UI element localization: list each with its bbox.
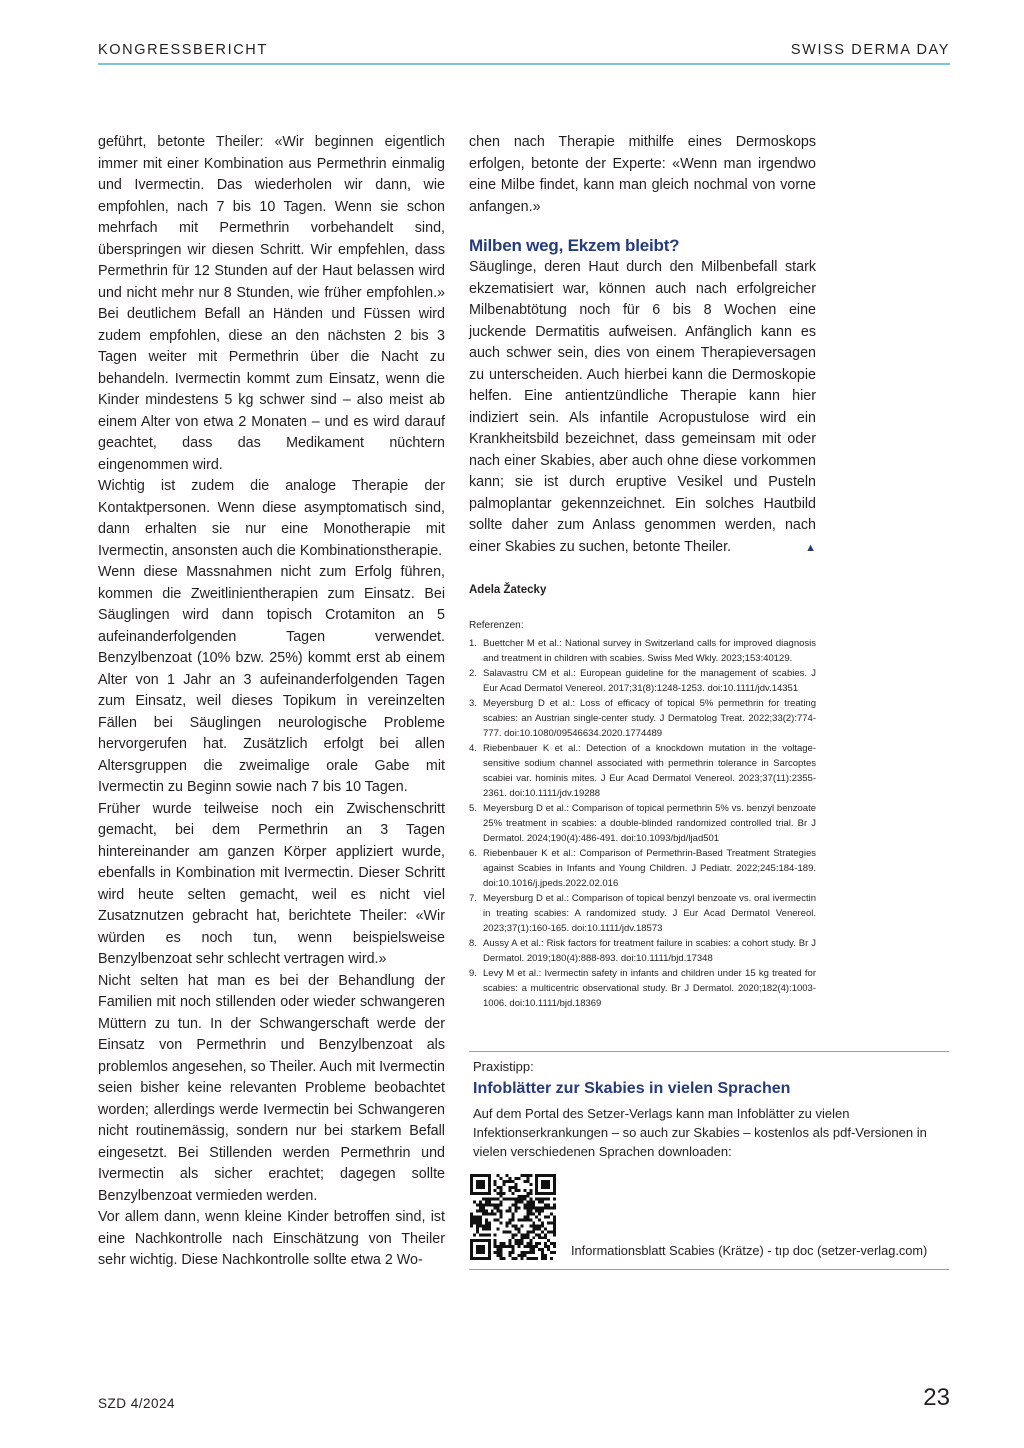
running-header-section: KONGRESSBERICHT — [98, 42, 268, 58]
tip-bottom-divider — [469, 1269, 949, 1270]
issue-label: SZD 4/2024 — [98, 1396, 176, 1411]
author-name: Adela Žatecky — [469, 584, 547, 596]
reference-item — [469, 666, 816, 696]
reference-item — [469, 891, 816, 936]
body-paragraph — [469, 257, 816, 558]
body-paragraph: chen nach Therapie mithilfe eines Dermoskops erfolgen, betonte der Experte: «Wenn man irgendwo eine Milbe findet, kann man gleich nochmal von vorne anfangen.» — [469, 134, 816, 215]
reference-number: 2. — [469, 667, 477, 679]
reference-text: Buettcher M et al.: National survey in Switzerland calls for improved diagnosis and treatment in children with scabies. Swiss Med Wkly. 2023;153:40129. — [483, 637, 816, 664]
end-of-article-icon: ▲ — [805, 541, 816, 554]
reference-number: 6. — [469, 847, 477, 859]
tip-top-divider — [469, 1051, 949, 1052]
body-paragraph: Wenn diese Massnahmen nicht zum Erfolg führen, kommen die Zweitlinientherapien zum Einsatz. Bei Säuglingen wird dann topisch Crotamiton an 5 aufeinanderfolgenden Tagen verwendet. Benzylbenzoat (10% bzw. 25%) kommt erst ab einem Alter von 1 Jahr an 3 aufeinanderfolgenden Tagen zum Einsatz, weil dieses Topikum in vereinzelten Fällen bei Säuglingen neurologische Probleme hervorgerufen hat. Zusätzlich erfolgt bei allen Altersgruppen die zweimalige orale Gabe mit Ivermectin zu Beginn sowie nach 7 bis 10 Tagen. — [98, 564, 445, 795]
page-number: 23 — [923, 1384, 950, 1411]
tip-link[interactable]: Informationsblatt Scabies (Krätze) - tıp doc (setzer-verlag.com) — [571, 1243, 928, 1258]
reference-text: Riebenbauer K et al.: Comparison of Permethrin-Based Treatment Strategies against Scabies in Infants and Young Children. J Pediatr. 2022;245:184-189. doi:10.1016/j.jpeds.2022.02.016 — [483, 847, 816, 889]
tip-title: Infoblätter zur Skabies in vielen Sprachen — [473, 1080, 791, 1097]
body-paragraph: geführt, betonte Theiler: «Wir beginnen eigentlich immer mit einer Kombination aus Permethrin einmalig und Ivermectin. Das wiederholen wir dann, wie empfohlen, nach 7 bis 10 Tagen. Wenn sie schon mehrfach mit Permethrin vorbehandelt sind, überspringen wir diesen Schritt. Wir empfehlen, dass Permethrin für 12 Stunden auf der Haut belassen wird und nicht mehr nur 8 Stunden, wie früher empfohlen.» Bei deutlichem Befall an Händen und Füssen wird zudem empfohlen, diese an den nächsten 2 bis 3 Tagen weiter mit Permethrin über die Nacht zu behandeln. Ivermectin kommt zum Einsatz, wenn die Kinder mindestens 5 kg schwer sind – also meist ab einem Alter von etwa 2 Monaten – und es wird darauf geachtet, dass das Medikament nüchtern eingenommen wird. — [98, 134, 445, 473]
reference-number: 5. — [469, 802, 477, 814]
reference-item — [469, 966, 816, 1011]
reference-number: 4. — [469, 742, 477, 754]
reference-number: 8. — [469, 937, 477, 949]
body-paragraph: Vor allem dann, wenn kleine Kinder betroffen sind, ist eine Nachkontrolle nach Einschätzung von Theiler sehr wichtig. Diese Nachkontrolle sollte etwa 2 Wo- — [98, 1209, 445, 1268]
reference-item — [469, 636, 816, 666]
body-paragraph: Früher wurde teilweise noch ein Zwischenschritt gemacht, bei dem Permethrin an 3 Tagen hintereinander am ganzen Körper appliziert wurde, ebenfalls in Kombination mit Ivermectin. Dieser Schritt wird heute selten gemacht, weil es nicht viel Zusatznutzen gebracht hat, berichtete Theiler: «Wir würden es noch tun, wenn beispielsweise Benzylbenzoat sehr schlecht vertragen wird.» — [98, 800, 445, 967]
reference-item — [469, 846, 816, 891]
running-header-journal: SWISS DERMA DAY — [790, 42, 950, 58]
body-paragraph: Nicht selten hat man es bei der Behandlung der Familien mit noch stillenden oder wieder schwangeren Müttern zu tun. In der Schwangerschaft werde der Einsatz von Permethrin und Benzylbenzoat als problemlos angesehen, so Theiler. Auch mit Ivermectin seien bisher keine relevanten Probleme beobachtet worden; allerdings werde Ivermectin bei Schwangeren nicht routinemässig, sondern nur bei starkem Befall eingesetzt. Bei Stillenden werden Permethrin und Ivermectin als sicher erachtet; dagegen sollte Benzylbenzoat vermieden werden. — [98, 972, 446, 1204]
reference-text: Meyersburg D et al.: Comparison of topical benzyl benzoate vs. oral ivermectin in treating scabies: A randomized study. J Eur Acad Dermatol Venereol. 2023;37(1):160-165. doi:10.1111/jdv.18573 — [483, 892, 816, 934]
references-heading: Referenzen: — [469, 619, 524, 631]
reference-text: Levy M et al.: Ivermectin safety in infants and children under 15 kg treated for scabies: a multicentric observational study. Br J Dermatol. 2020;182(4):1003-1006. doi:10.1111/bjd.18369 — [483, 967, 816, 1009]
left-column — [98, 132, 445, 1272]
header-divider — [98, 63, 950, 65]
reference-item — [469, 936, 816, 966]
reference-text: Meyersburg D et al.: Comparison of topical permethrin 5% vs. benzyl benzoate 25% treatment in scabies: a double-blinded randomized controlled trial. Br J Dermatol. 2024;190(4):486-491. doi:10.1093/bjd/ljad501 — [483, 802, 816, 844]
reference-item — [469, 696, 816, 741]
reference-number: 3. — [469, 697, 477, 709]
reference-item — [469, 801, 816, 846]
reference-number: 1. — [469, 637, 477, 649]
reference-text: Salavastru CM et al.: European guideline for the management of scabies. J Eur Acad Dermatol Venereol. 2017;31(8):1248-1253. doi:10.1111/jdv.14351 — [483, 667, 816, 694]
reference-text: Riebenbauer K et al.: Detection of a knockdown mutation in the voltage-sensitive sodium channel associated with permethrin tolerance in Sarcoptes scabiei var. hominis mites. J Eur Acad Dermatol Venereol. 2023;37(11):2355-2361. doi:10.1111/jdv.19288 — [483, 742, 816, 799]
reference-number: 7. — [469, 892, 477, 904]
reference-number: 9. — [469, 967, 477, 979]
references-list — [469, 636, 816, 1011]
qr-code-icon[interactable] — [470, 1174, 556, 1260]
reference-item — [469, 741, 816, 801]
tip-text: Auf dem Portal des Setzer-Verlags kann man Infoblätter zu vielen Infektionserkrankungen – so auch zur Skabies – kostenlos als pdf-Versionen in vielen verschiedenen Sprachen downloaden: — [473, 1106, 927, 1159]
body-text: Säuglinge, deren Haut durch den Milbenbefall stark ekzematisiert war, können auch nach erfolgreicher Milbenabtötung noch für 6 bis 8 Wochen eine juckende Dermatitis aufweisen. Anfänglich kann es auch schwer sein, dies von einem Therapieversagen zu unterscheiden. Auch hierbei kann die Dermoskopie helfen. Eine antientzündliche Therapie kann hier indiziert sein. Als infantile Acropustulose wird ein Krankheitsbild bezeichnet, dass gemeinsam mit oder nach einer Skabies, aber auch ohne diese vorkommen kann; sie ist durch eruptive Vesikel und Pusteln palmoplantar gekennzeichnet. Ein solches Hautbild sollte daher zum Anlass genommen werden, nach einer Skabies zu suchen, betonte Theiler. — [469, 259, 816, 555]
reference-text: Aussy A et al.: Risk factors for treatment failure in scabies: a cohort study. Br J Dermatol. 2019;180(4):888-893. doi:10.1111/bjd.17348 — [483, 937, 816, 964]
body-paragraph: Wichtig ist zudem die analoge Therapie der Kontaktpersonen. Wenn diese asymptomatisch sind, dann erhalten sie nur eine Monotherapie mit Ivermectin, ansonsten auch die Kombinationstherapie. — [98, 478, 445, 559]
section-subheading: Milben weg, Ekzem bleibt? — [469, 236, 680, 255]
tip-label: Praxistipp: — [473, 1059, 534, 1074]
right-column — [469, 132, 816, 1011]
reference-text: Meyersburg D et al.: Loss of efficacy of topical 5% permethrin for treating scabies: an Austrian single-center study. J Dermatolog Treat. 2022;33(2):774-777. doi:10.1080/09546634.2020.1774489 — [483, 697, 816, 739]
